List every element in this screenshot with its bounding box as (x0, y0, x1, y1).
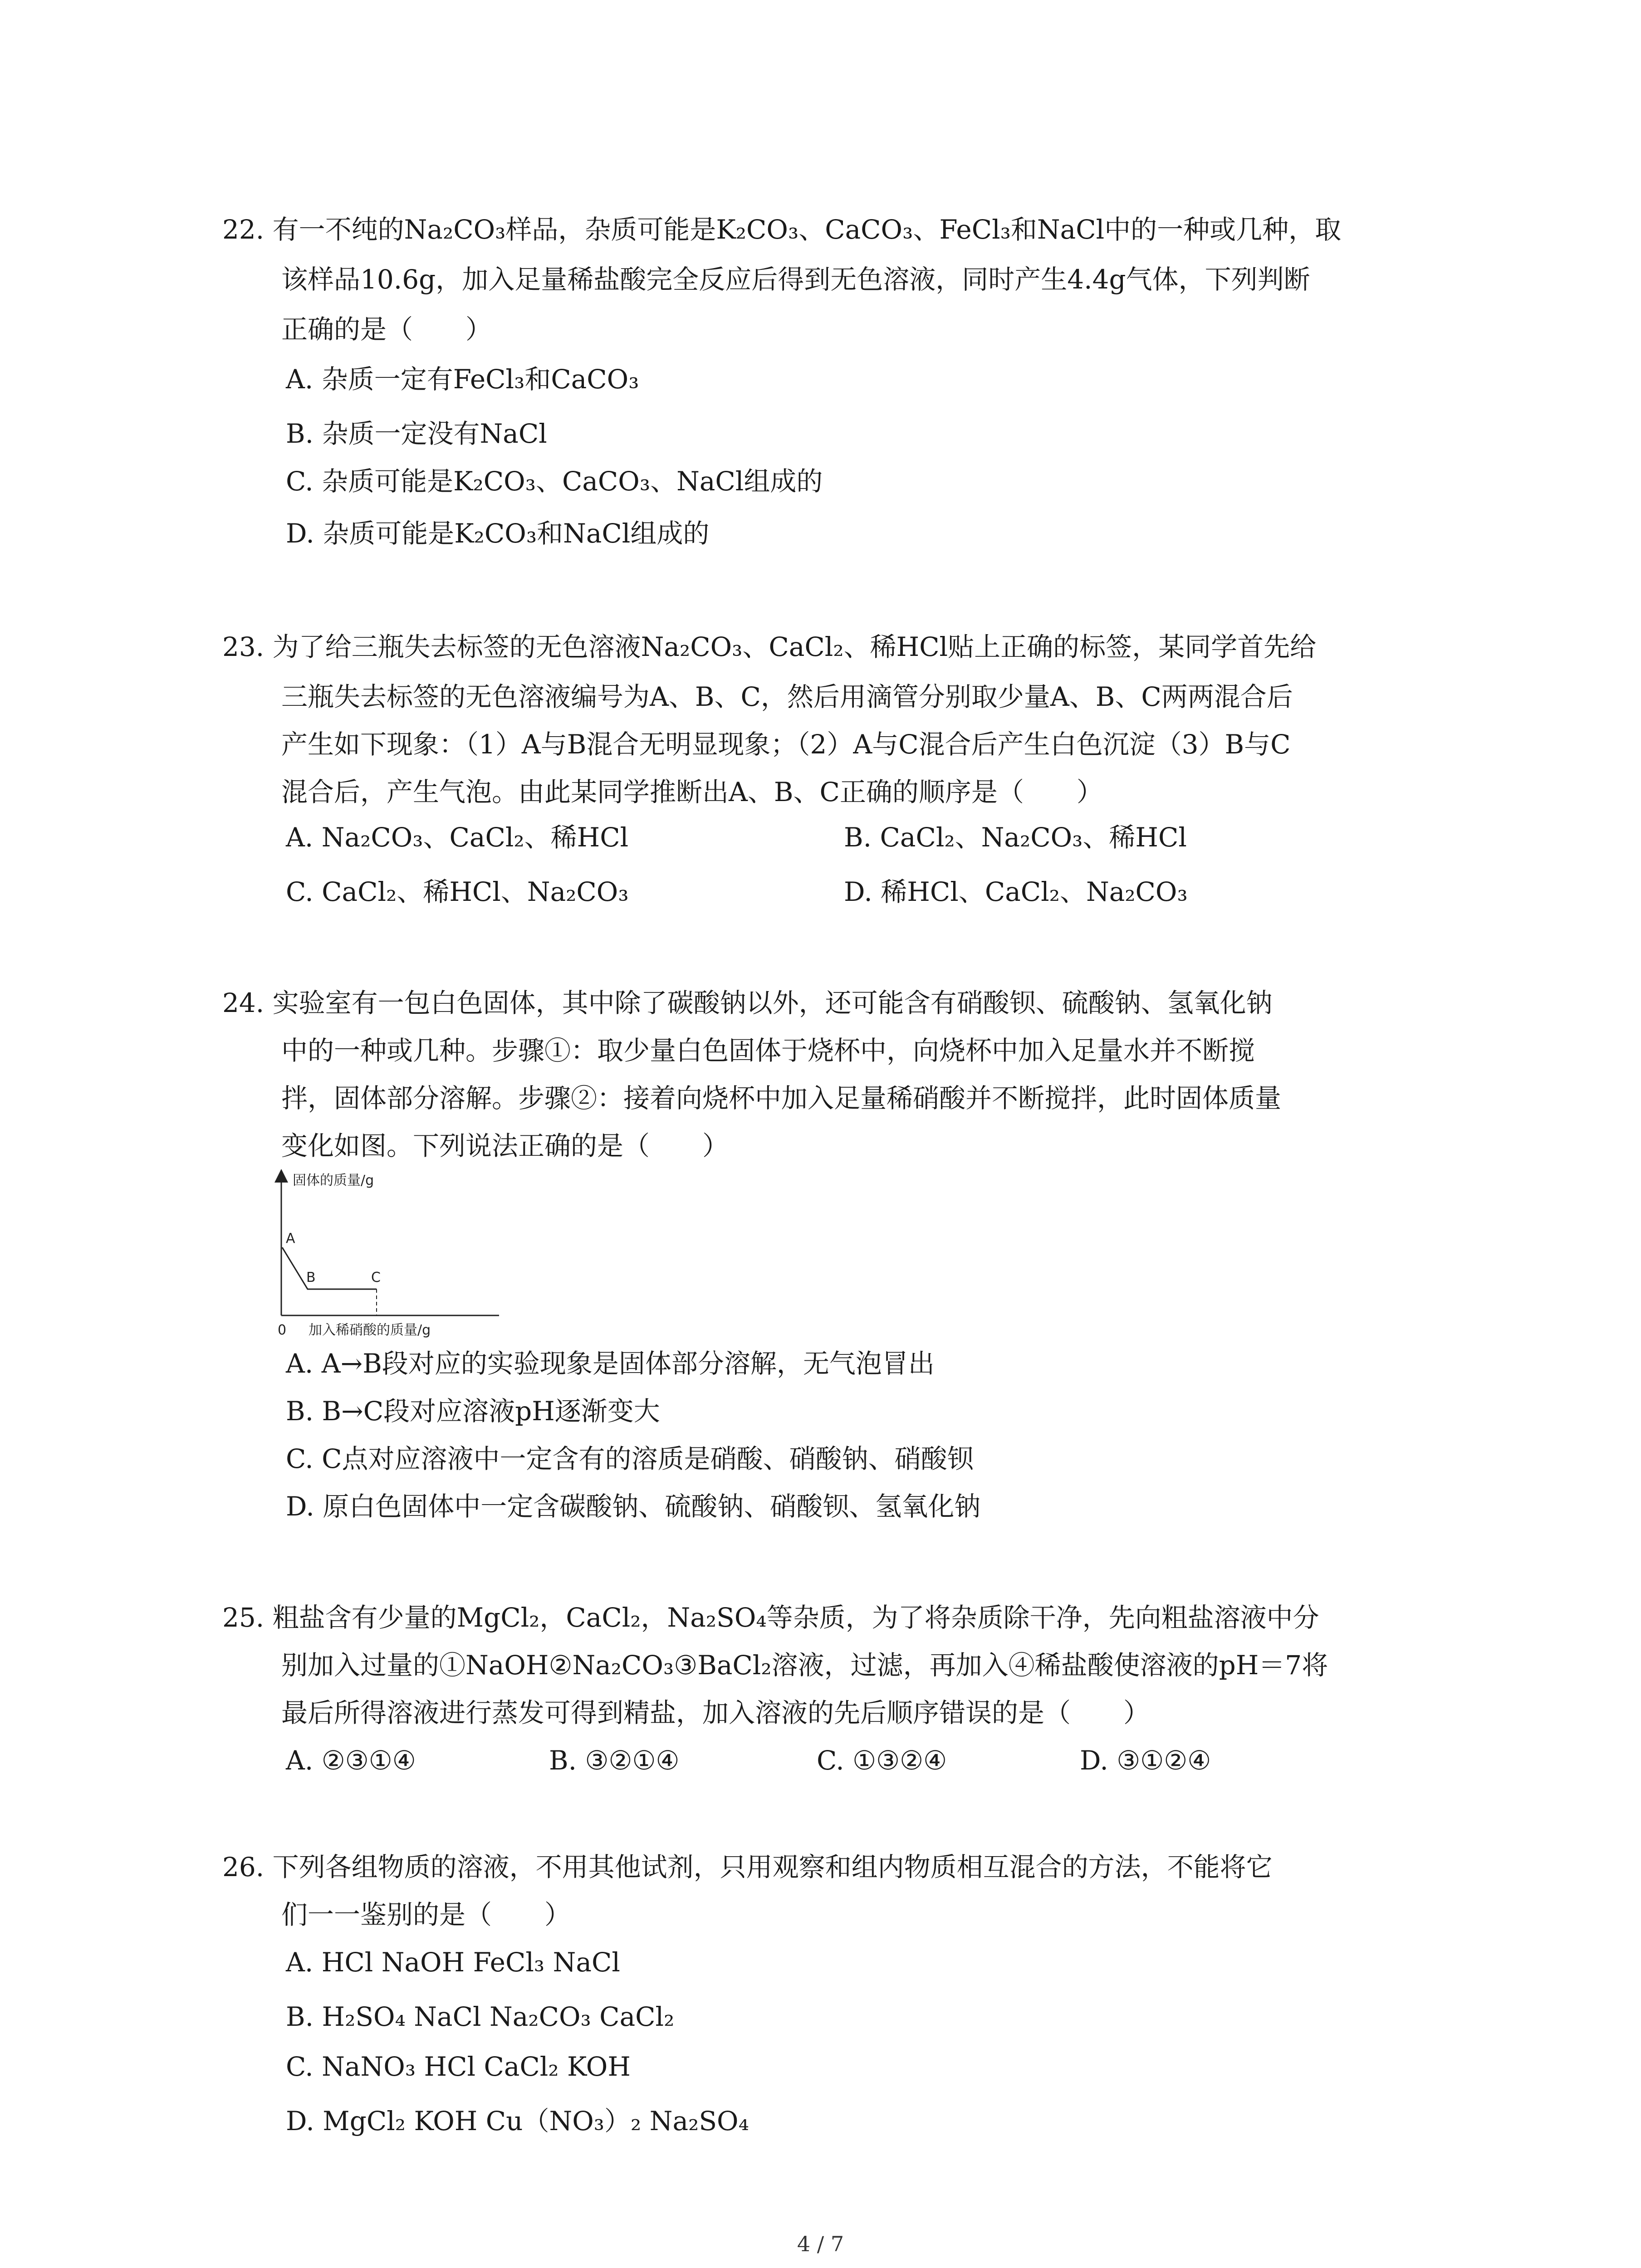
page-number: 4 / 7 (797, 2232, 844, 2256)
origin-label: 0 (278, 1322, 287, 1338)
option-d: D. 稀HCl、CaCl₂、Na₂CO₃ (844, 876, 1188, 907)
question-text-line: 三瓶失去标签的无色溶液编号为A、B、C，然后用滴管分别取少量A、B、C两两混合后 (281, 681, 1293, 712)
option-b: B. H₂SO₄ NaCl Na₂CO₃ CaCl₂ (286, 2001, 675, 2032)
option-c: C. ①③②④ (817, 1745, 947, 1776)
option-b: B. 杂质一定没有NaCl (286, 418, 547, 449)
option-b: B. B→C段对应溶液pH逐渐变大 (286, 1396, 660, 1427)
question-text-line: 拌，固体部分溶解。步骤②：接着向烧杯中加入足量稀硝酸并不断搅拌，此时固体质量 (281, 1083, 1282, 1114)
question-text-line: 正确的是（ ） (281, 314, 492, 345)
option-b: B. ③②①④ (549, 1745, 680, 1776)
option-c: C. C点对应溶液中一定含有的溶质是硝酸、硝酸钠、硝酸钡 (286, 1443, 974, 1474)
option-c: C. NaNO₃ HCl CaCl₂ KOH (286, 2051, 631, 2082)
question-text-line: 别加入过量的①NaOH②Na₂CO₃③BaCl₂溶液，过滤，再加入④稀盐酸使溶液的pH＝7将 (281, 1650, 1328, 1681)
option-a: A. ②③①④ (286, 1745, 416, 1776)
option-c: C. 杂质可能是K₂CO₃、CaCO₃、NaCl组成的 (286, 466, 823, 497)
question-text-line: 25. 粗盐含有少量的MgCl₂，CaCl₂，Na₂SO₄等杂质，为了将杂质除干净，先向粗盐溶液中分 (222, 1602, 1319, 1633)
option-d: D. MgCl₂ KOH Cu（NO₃）₂ Na₂SO₄ (286, 2106, 749, 2136)
question-text-line: 产生如下现象：（1）A与B混合无明显现象；（2）A与C混合后产生白色沉淀（3）B与C (281, 729, 1291, 760)
option-a: A. Na₂CO₃、CaCl₂、稀HCl (286, 822, 629, 853)
option-a: A. HCl NaOH FeCl₃ NaCl (286, 1947, 620, 1978)
question-text-line: 23. 为了给三瓶失去标签的无色溶液Na₂CO₃、CaCl₂、稀HCl贴上正确的标签，某同学首先给 (222, 631, 1317, 662)
option-a: A. 杂质一定有FeCl₃和CaCO₃ (286, 364, 639, 395)
option-c: C. CaCl₂、稀HCl、Na₂CO₃ (286, 876, 629, 907)
x-axis-label: 加入稀硝酸的质量/g (309, 1322, 431, 1338)
question-text-line: 该样品10.6g，加入足量稀盐酸完全反应后得到无色溶液，同时产生4.4g气体，下列判断 (281, 264, 1310, 295)
question-text-line: 混合后，产生气泡。由此某同学推断出A、B、C正确的顺序是（ ） (281, 777, 1103, 807)
point-a-label: A (286, 1231, 295, 1246)
option-a: A. A→B段对应的实验现象是固体部分溶解，无气泡冒出 (286, 1348, 935, 1379)
point-c-label: C (371, 1270, 381, 1286)
question-text-line: 最后所得溶液进行蒸发可得到精盐，加入溶液的先后顺序错误的是（ ） (281, 1697, 1150, 1728)
mass-graph-figure (254, 1166, 508, 1347)
question-text-line: 中的一种或几种。步骤①：取少量白色固体于烧杯中，向烧杯中加入足量水并不断搅 (281, 1035, 1255, 1066)
question-text-line: 变化如图。下列说法正确的是（ ） (281, 1130, 729, 1161)
question-text-line: 22. 有一不纯的Na₂CO₃样品，杂质可能是K₂CO₃、CaCO₃、FeCl₃和NaCl中的一种或几种，取 (222, 214, 1342, 245)
y-axis-label: 固体的质量/g (293, 1173, 374, 1188)
question-text-line: 24. 实验室有一包白色固体，其中除了碳酸钠以外，还可能含有硝酸钡、硫酸钠、氢氧化钠 (222, 987, 1273, 1018)
point-b-label: B (306, 1270, 316, 1286)
option-d: D. 原白色固体中一定含碳酸钠、硫酸钠、硝酸钡、氢氧化钠 (286, 1491, 981, 1522)
question-text-line: 们一一鉴别的是（ ） (281, 1899, 571, 1930)
mass-curve (282, 1247, 377, 1289)
option-d: D. ③①②④ (1080, 1745, 1211, 1776)
question-text-line: 26. 下列各组物质的溶液，不用其他试剂，只用观察和组内物质相互混合的方法，不能将它 (222, 1852, 1273, 1882)
option-d: D. 杂质可能是K₂CO₃和NaCl组成的 (286, 518, 710, 549)
option-b: B. CaCl₂、Na₂CO₃、稀HCl (844, 822, 1187, 853)
